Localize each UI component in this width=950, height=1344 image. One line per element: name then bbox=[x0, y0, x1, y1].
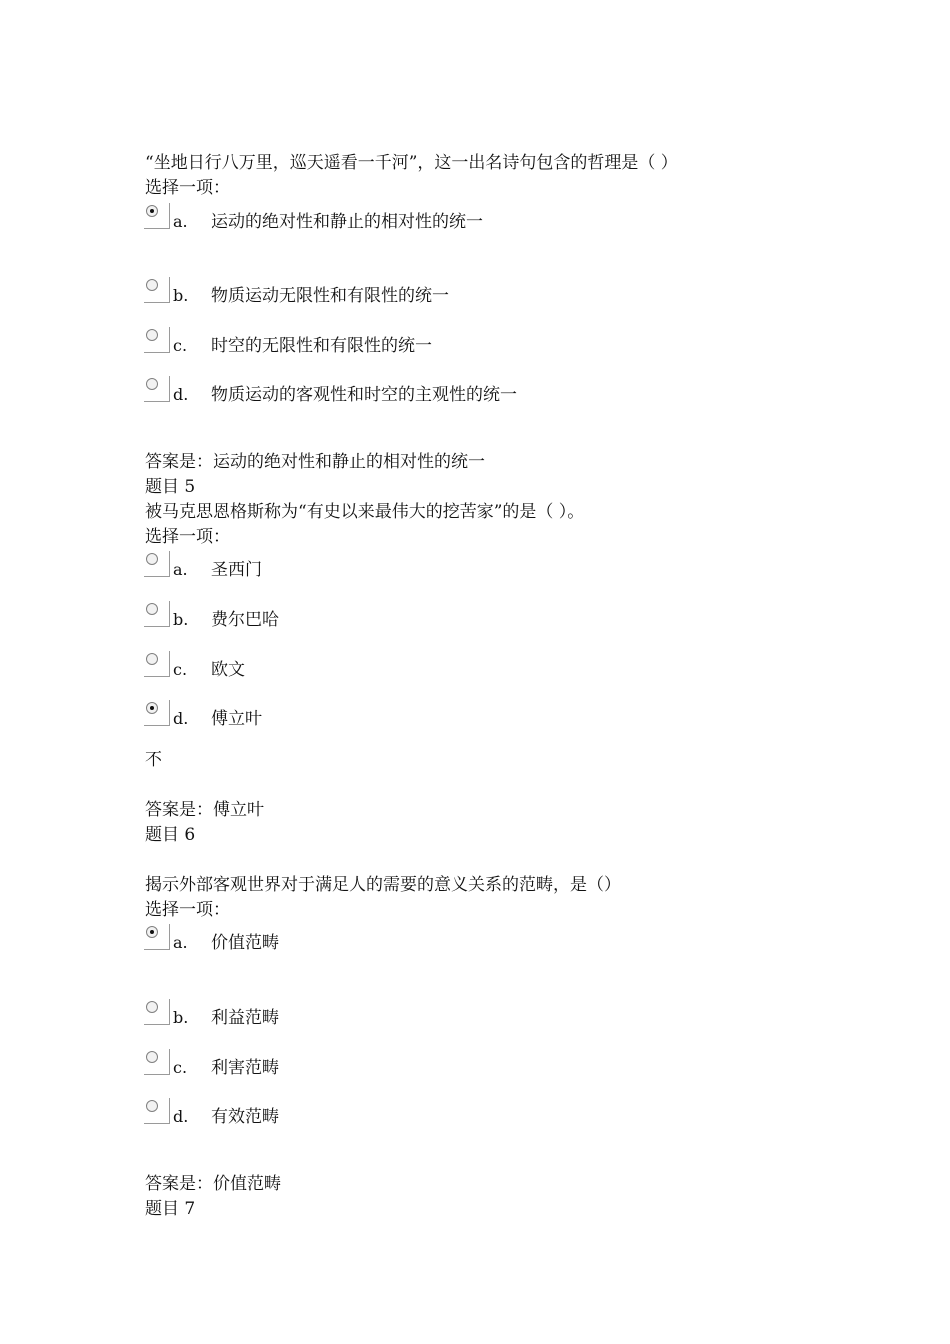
question-prompt: 揭示外部客观世界对于满足人的需要的意义关系的范畴，是（） bbox=[145, 875, 621, 895]
option-letter: a. bbox=[173, 933, 188, 952]
option-letter: c. bbox=[173, 336, 188, 355]
option-letter: c. bbox=[173, 660, 188, 679]
answer-text: 答案是：傅立叶 bbox=[145, 800, 264, 820]
question-prompt: “坐地日行八万里，巡天遥看一千河”，这一出名诗句包含的哲理是（ ） bbox=[145, 153, 678, 173]
select-hint: 选择一项： bbox=[145, 527, 230, 547]
option-text: 物质运动无限性和有限性的统一 bbox=[211, 286, 449, 306]
radio-button[interactable] bbox=[144, 651, 170, 677]
radio-button[interactable] bbox=[144, 551, 170, 577]
question-title: 题目 7 bbox=[145, 1199, 196, 1219]
answer-text: 答案是：价值范畴 bbox=[145, 1174, 281, 1194]
option-d[interactable] bbox=[144, 1098, 844, 1128]
option-letter: d. bbox=[173, 709, 189, 728]
option-text: 利害范畴 bbox=[211, 1058, 279, 1078]
radio-button[interactable] bbox=[144, 1049, 170, 1075]
option-b[interactable] bbox=[144, 601, 844, 631]
option-text: 有效范畴 bbox=[211, 1107, 279, 1127]
option-b[interactable] bbox=[144, 999, 844, 1029]
option-letter: b. bbox=[173, 1008, 189, 1027]
option-text: 利益范畴 bbox=[211, 1008, 279, 1028]
radio-button-selected[interactable] bbox=[144, 924, 170, 950]
option-letter: a. bbox=[173, 212, 188, 231]
radio-button[interactable] bbox=[144, 277, 170, 303]
option-letter: c. bbox=[173, 1058, 188, 1077]
option-letter: b. bbox=[173, 610, 189, 629]
option-a[interactable] bbox=[144, 551, 844, 581]
radio-button[interactable] bbox=[144, 327, 170, 353]
answer-text: 答案是：运动的绝对性和静止的相对性的统一 bbox=[145, 452, 485, 472]
option-letter: d. bbox=[173, 385, 189, 404]
option-a[interactable] bbox=[144, 924, 844, 954]
question-title: 题目 5 bbox=[145, 477, 196, 497]
option-text: 运动的绝对性和静止的相对性的统一 bbox=[211, 212, 483, 232]
radio-button[interactable] bbox=[144, 601, 170, 627]
radio-button[interactable] bbox=[144, 376, 170, 402]
option-text: 欧文 bbox=[211, 660, 245, 680]
option-c[interactable] bbox=[144, 651, 844, 681]
feedback-text: 不 bbox=[145, 750, 162, 770]
option-text: 圣西门 bbox=[211, 560, 262, 580]
radio-button[interactable] bbox=[144, 1098, 170, 1124]
option-c[interactable] bbox=[144, 327, 844, 357]
option-letter: d. bbox=[173, 1107, 189, 1126]
option-letter: b. bbox=[173, 286, 189, 305]
option-letter: a. bbox=[173, 560, 188, 579]
radio-button-selected[interactable] bbox=[144, 700, 170, 726]
option-a[interactable] bbox=[144, 203, 844, 233]
question-title: 题目 6 bbox=[145, 825, 196, 845]
option-text: 价值范畴 bbox=[211, 933, 279, 953]
option-d[interactable] bbox=[144, 700, 844, 730]
radio-button-selected[interactable] bbox=[144, 203, 170, 229]
select-hint: 选择一项： bbox=[145, 900, 230, 920]
radio-button[interactable] bbox=[144, 999, 170, 1025]
option-c[interactable] bbox=[144, 1049, 844, 1079]
select-hint: 选择一项： bbox=[145, 178, 230, 198]
option-text: 时空的无限性和有限性的统一 bbox=[211, 336, 432, 356]
option-b[interactable] bbox=[144, 277, 844, 307]
option-d[interactable] bbox=[144, 376, 844, 406]
option-text: 物质运动的客观性和时空的主观性的统一 bbox=[211, 385, 517, 405]
question-prompt: 被马克思恩格斯称为“有史以来最伟大的挖苦家”的是（ ）。 bbox=[145, 502, 585, 522]
option-text: 费尔巴哈 bbox=[211, 610, 279, 630]
option-text: 傅立叶 bbox=[211, 709, 262, 729]
